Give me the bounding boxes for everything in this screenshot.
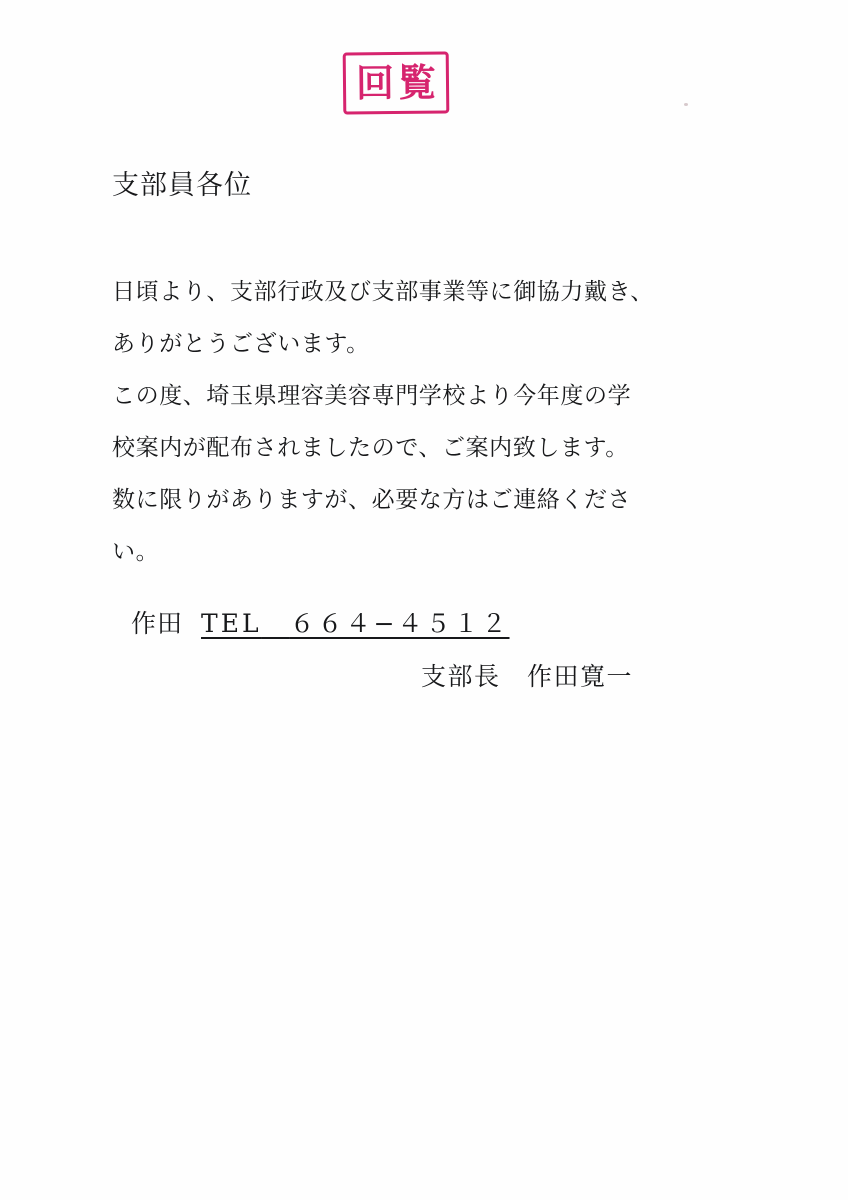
contact-line — [131, 604, 510, 640]
body-text — [112, 266, 652, 578]
stamp-char-second: 覧 — [397, 59, 437, 105]
tel-number: ６６４−４５１２ — [289, 609, 510, 638]
stamp-inner — [346, 54, 447, 111]
body-line: 校案内が配布されましたので、ご案内致します。 — [112, 435, 629, 461]
contact-name: 作田 — [131, 609, 184, 638]
body-line: い。 — [112, 539, 160, 565]
body-line: 日頃より、支部行政及び支部事業等に御協力戴き、 — [112, 279, 654, 305]
addressee-line: 支部員各位 — [112, 170, 252, 201]
body-line: この度、埼玉県理容美容専門学校より今年度の学 — [112, 383, 632, 409]
signature-line: 支部長 作田寛一 — [421, 662, 634, 691]
tel-label: TEL — [201, 609, 262, 638]
circulation-stamp — [343, 51, 450, 114]
body-line: ありがとうございます。 — [112, 331, 370, 357]
contact-telephone — [201, 604, 510, 640]
paper-speck — [684, 103, 688, 106]
stamp-char-first: 回 — [355, 60, 395, 106]
body-line: 数に限りがありますが、必要な方はご連絡くださ — [112, 487, 632, 513]
